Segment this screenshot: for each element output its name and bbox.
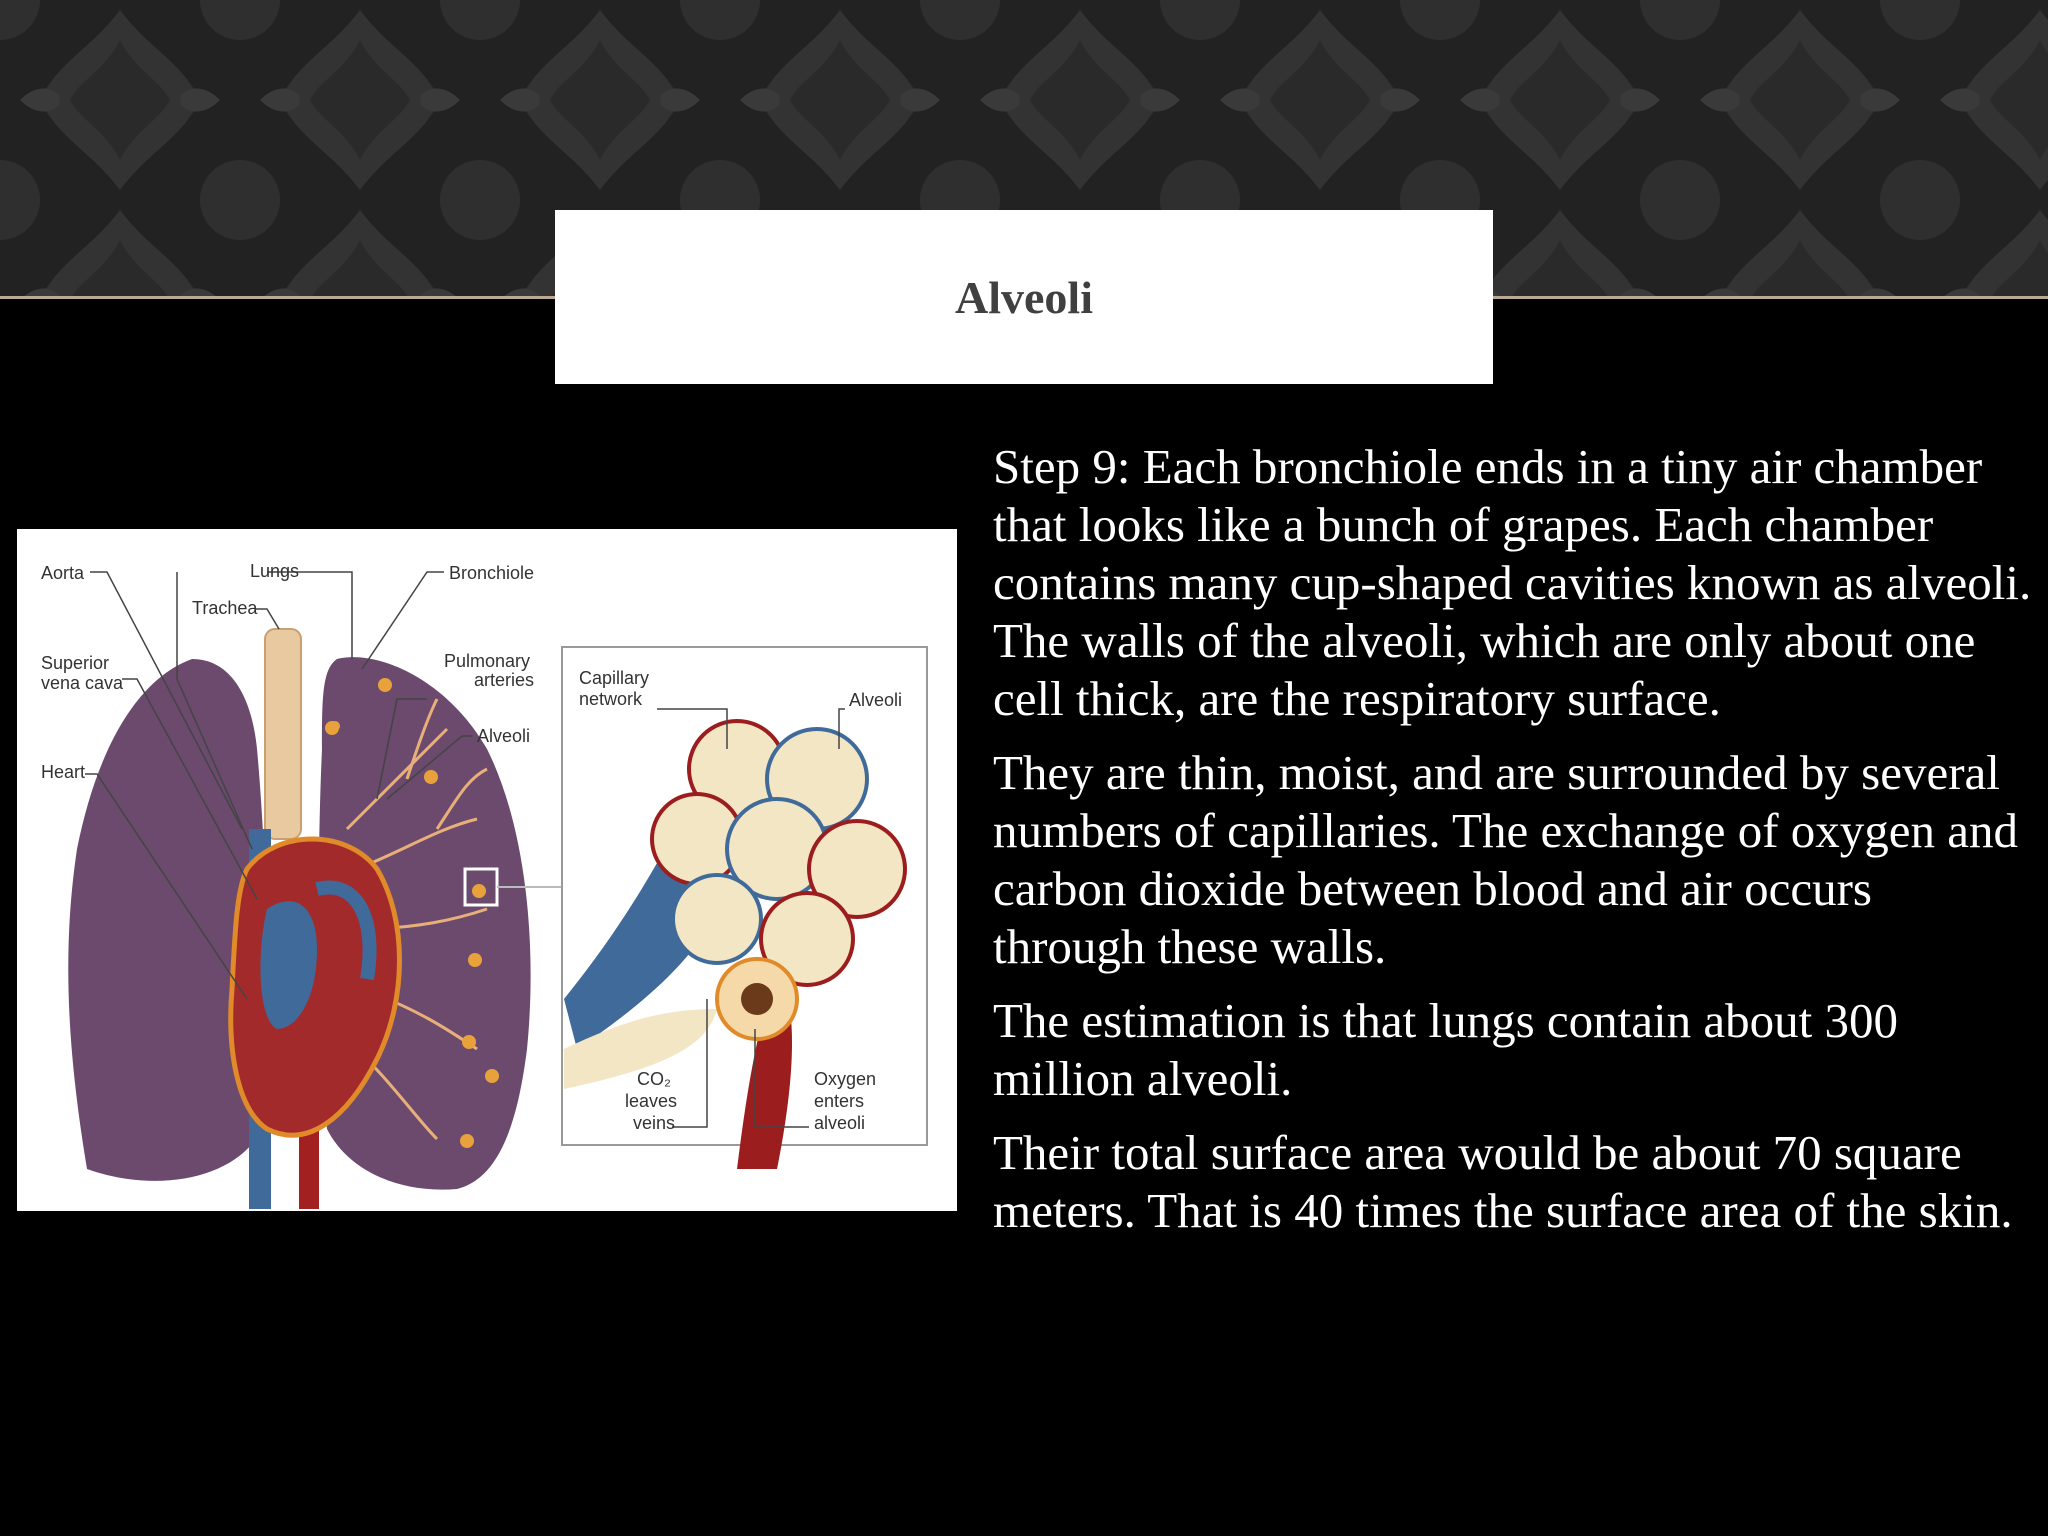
label-co2: CO₂ — [637, 1069, 671, 1089]
lungs-alveoli-figure — [17, 529, 957, 1211]
label-leaves: leaves — [625, 1091, 678, 1111]
label-veins: veins — [633, 1113, 676, 1133]
slide-title: Alveoli — [955, 271, 1093, 323]
label-alveoli-left: Alveoli — [477, 726, 531, 746]
label-alveoli-right: Alveoli — [849, 690, 903, 710]
label-pulmonary: Pulmonary — [444, 651, 531, 671]
label-alveoli-oxygen: alveoli — [814, 1113, 866, 1133]
body-text — [993, 438, 2033, 1256]
label-vena-cava: vena cava — [41, 673, 124, 693]
lungs-alveoli-diagram — [17, 529, 957, 1211]
label-capillary: Capillary — [579, 668, 650, 688]
paragraph-surface-area: Their total surface area would be about 70 square meters. That is 40 times the surface area of the skin. — [993, 1125, 2013, 1238]
label-lungs: Lungs — [250, 561, 300, 581]
label-heart: Heart — [41, 762, 86, 782]
trachea-shape — [265, 629, 301, 839]
label-aorta: Aorta — [41, 563, 85, 583]
label-trachea: Trachea — [192, 598, 258, 618]
label-network: network — [579, 689, 643, 709]
label-bronchiole: Bronchiole — [449, 563, 535, 583]
label-enters: enters — [814, 1091, 865, 1111]
label-superior: Superior — [41, 653, 110, 673]
paragraph-step-9: Step 9: Each bronchiole ends in a tiny air chamber that looks like a bunch of grapes. Each chamber contains many cup-shaped cavities known as alveoli. The walls of the alveoli, which are only about one cell thick, are the respiratory surface. — [993, 439, 2032, 726]
label-oxygen: Oxygen — [814, 1069, 877, 1089]
paragraph-thin-moist: They are thin, moist, and are surrounded by several numbers of capillaries. The exchange of oxygen and carbon dioxide between blood and air occurs through these walls. — [993, 745, 2019, 974]
label-arteries: arteries — [474, 670, 535, 690]
paragraph-estimation: The estimation is that lungs contain about 300 million alveoli. — [993, 993, 1898, 1106]
title-box — [555, 210, 1493, 384]
